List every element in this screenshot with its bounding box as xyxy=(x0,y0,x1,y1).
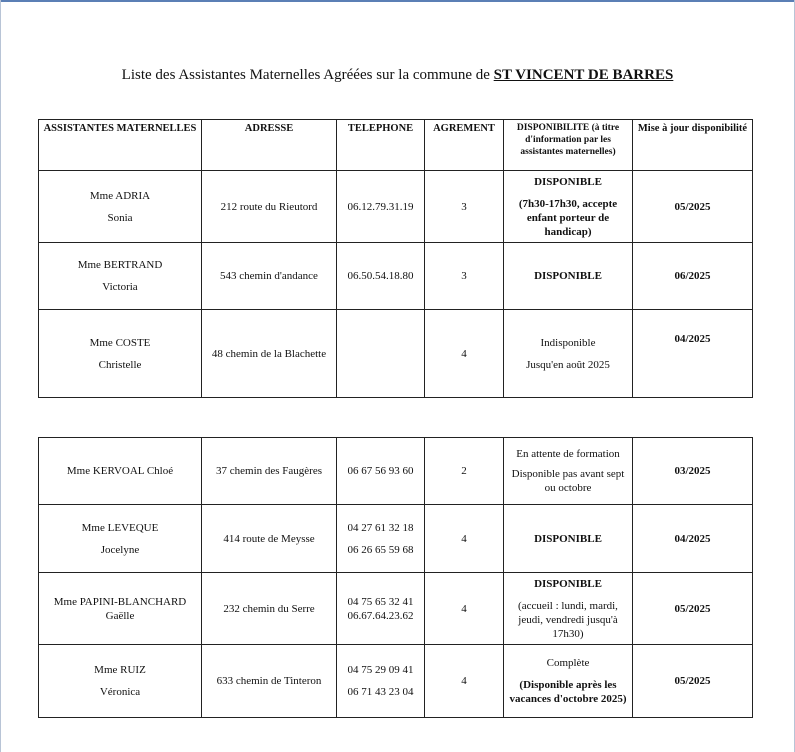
disponibilite-detail: Jusqu'en août 2025 xyxy=(526,358,610,371)
surname: Mme RUIZ xyxy=(94,664,146,676)
table-header-row xyxy=(39,120,753,171)
phone-secondary: 06 71 43 23 04 xyxy=(347,686,414,698)
name-cell xyxy=(39,573,202,645)
document-title xyxy=(0,65,795,85)
disponibilite-status: Complète xyxy=(546,657,590,669)
address-cell: 543 chemin d'andance xyxy=(202,243,337,310)
agrement-cell: 4 xyxy=(425,645,504,718)
disponibilite-detail: Disponible pas avant sept ou octobre xyxy=(511,468,625,494)
firstname: Jocelyne xyxy=(100,543,140,556)
header-maj: Mise à jour disponibilité xyxy=(633,120,753,171)
maj-cell: 04/2025 xyxy=(633,505,753,573)
title-prefix: Liste des Assistantes Maternelles Agréées sur la commune de xyxy=(121,67,490,83)
header-disponibilite: DISPONIBILITE (à titre d'information par les assistantes maternelles) xyxy=(504,120,633,171)
phone-cell xyxy=(337,505,425,573)
phone-cell xyxy=(337,310,425,398)
agrement-cell: 4 xyxy=(425,310,504,398)
surname: Mme ADRIA xyxy=(89,189,151,202)
phone-primary: 04 75 65 32 41 xyxy=(347,595,414,608)
agrement-cell: 3 xyxy=(425,243,504,310)
phone-cell xyxy=(337,645,425,718)
assistants-table-2 xyxy=(38,437,753,718)
address-cell: 37 chemin des Faugères xyxy=(202,438,337,505)
maj-cell: 03/2025 xyxy=(633,438,753,505)
header-name: ASSISTANTES MATERNELLES xyxy=(39,120,202,171)
window-top-border xyxy=(0,0,795,2)
surname: Mme PAPINI-BLANCHARD xyxy=(53,595,187,608)
maj-cell: 05/2025 xyxy=(633,573,753,645)
table-row xyxy=(39,243,753,310)
firstname: Gaëlle xyxy=(105,609,135,622)
maj-cell: 05/2025 xyxy=(633,645,753,718)
table-row xyxy=(39,171,753,243)
firstname: Christelle xyxy=(98,358,142,371)
phone-cell: 06.12.79.31.19 xyxy=(337,171,425,243)
disponibilite-cell xyxy=(504,573,633,645)
address-cell: 232 chemin du Serre xyxy=(202,573,337,645)
agrement-cell: 4 xyxy=(425,573,504,645)
firstname: Véronica xyxy=(99,686,141,698)
header-address: ADRESSE xyxy=(202,120,337,171)
phone-primary: 04 27 61 32 18 xyxy=(347,521,414,534)
name-cell xyxy=(39,243,202,310)
window-left-border xyxy=(0,0,1,752)
table-row xyxy=(39,310,753,398)
maj-cell: 05/2025 xyxy=(633,171,753,243)
address-cell: 633 chemin de Tinteron xyxy=(202,645,337,718)
disponibilite-cell: DISPONIBLE xyxy=(504,243,633,310)
disponibilite-cell xyxy=(504,438,633,505)
header-agrement: AGREMENT xyxy=(425,120,504,171)
maj-cell: 04/2025 xyxy=(633,310,753,398)
disponibilite-cell xyxy=(504,310,633,398)
disponibilite-cell xyxy=(504,645,633,718)
table-row xyxy=(39,645,753,718)
name-cell xyxy=(39,310,202,398)
disponibilite-detail: (7h30-17h30, accepte enfant porteur de handicap) xyxy=(518,197,618,238)
phone-secondary: 06.67.64.23.62 xyxy=(347,609,414,622)
disponibilite-detail: (Disponible après les vacances d'octobre 2025) xyxy=(509,679,627,705)
disponibilite-status: DISPONIBLE xyxy=(534,577,602,590)
firstname: Sonia xyxy=(107,211,133,224)
phone-primary: 04 75 29 09 41 xyxy=(347,664,414,676)
assistants-table-1 xyxy=(38,119,753,398)
phone-cell: 06.50.54.18.80 xyxy=(337,243,425,310)
address-cell: 414 route de Meysse xyxy=(202,505,337,573)
phone-cell: 06 67 56 93 60 xyxy=(337,438,425,505)
disponibilite-status: En attente de formation xyxy=(516,448,620,460)
phone-secondary: 06 26 65 59 68 xyxy=(347,543,414,556)
name-cell xyxy=(39,505,202,573)
surname: Mme COSTE xyxy=(89,336,151,349)
disponibilite-detail: (accueil : lundi, mardi, jeudi, vendredi jusqu'à 17h30) xyxy=(518,599,618,640)
surname: Mme LEVEQUE xyxy=(81,521,159,534)
disponibilite-cell xyxy=(504,171,633,243)
agrement-cell: 3 xyxy=(425,171,504,243)
agrement-cell: 2 xyxy=(425,438,504,505)
firstname: Victoria xyxy=(102,281,138,293)
maj-cell: 06/2025 xyxy=(633,243,753,310)
name-cell xyxy=(39,645,202,718)
address-cell: 212 route du Rieutord xyxy=(202,171,337,243)
disponibilite-status: Indisponible xyxy=(540,336,596,349)
agrement-cell: 4 xyxy=(425,505,504,573)
disponibilite-cell: DISPONIBLE xyxy=(504,505,633,573)
name-cell: Mme KERVOAL Chloé xyxy=(39,438,202,505)
disponibilite-status: DISPONIBLE xyxy=(534,175,602,188)
name-cell xyxy=(39,171,202,243)
address-cell: 48 chemin de la Blachette xyxy=(202,310,337,398)
header-phone: TELEPHONE xyxy=(337,120,425,171)
title-commune: ST VINCENT DE BARRES xyxy=(493,67,674,83)
table-row xyxy=(39,505,753,573)
surname: Mme BERTRAND xyxy=(77,259,163,271)
table-row xyxy=(39,438,753,505)
table-row xyxy=(39,573,753,645)
phone-cell xyxy=(337,573,425,645)
